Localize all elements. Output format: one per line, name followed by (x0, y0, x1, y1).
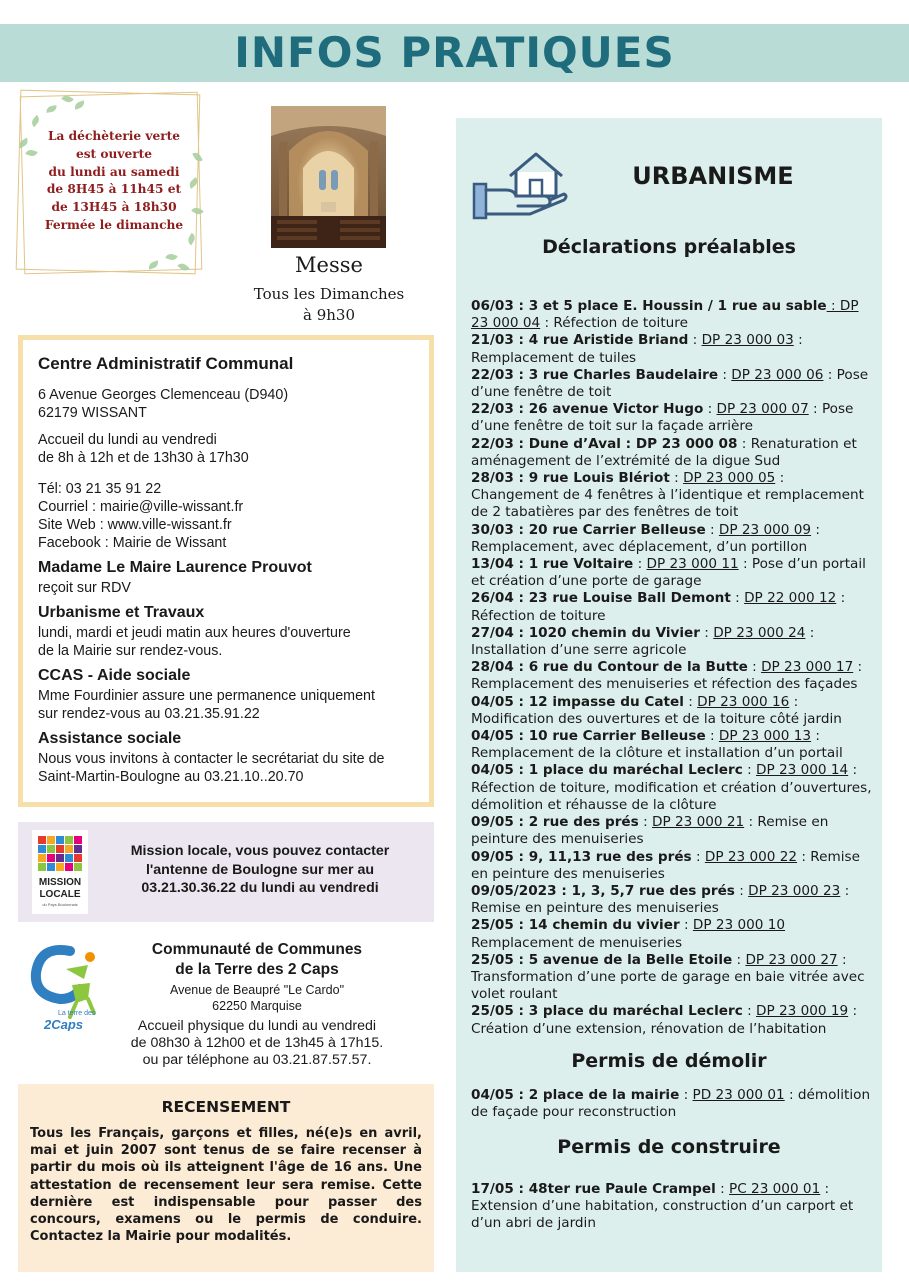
permit-reference: DP 23 000 17 (761, 659, 854, 676)
centre-hours-line2: de 8h à 12h et de 13h30 à 17h30 (38, 450, 249, 466)
ccas-text-line2: sur rendez-vous au 03.21.35.91.22 (38, 706, 260, 722)
maire-heading: Madame Le Maire Laurence Prouvot (38, 559, 312, 576)
permit-address: 04/05 : 12 impasse du Catel (471, 693, 684, 710)
permit-reference: DP 23 000 23 (748, 882, 841, 899)
permit-entry (471, 298, 875, 332)
terre-des-2-caps-logo (30, 943, 102, 1031)
permit-address: 06/03 : 3 et 5 place E. Houssin / 1 rue au sable (471, 298, 827, 314)
permit-description: Remplacement de menuiseries (471, 934, 683, 951)
permit-entry: 25/05 : 5 avenue de la Belle Etoile : DP 23 000 27 : Transformation d’une porte de garage en baie vitrée avec volet roulant (471, 951, 865, 1003)
ccas-text-line1: Mme Fourdinier assure une permanence uniquement (38, 688, 375, 704)
permit-description: : Remise en peinture des menuiseries (471, 882, 850, 917)
permit-reference: : DP 23 000 04 (471, 298, 859, 332)
permit-reference: DP 23 000 05 (683, 470, 776, 487)
permit-reference: DP 23 000 22 (704, 848, 798, 865)
ccas-heading: CCAS - Aide sociale (38, 667, 191, 684)
permit-entry: 30/03 : 20 rue Carrier Belleuse : DP 23 000 09 : Remplacement, avec déplacement, d’un portillon (471, 521, 820, 555)
permit-description: : Réfection de toiture (471, 590, 846, 624)
permit-description: : Pose d’un portail et création d’une porte de garage (471, 556, 866, 590)
permit-entry: 09/05 : 9, 11,13 rue des prés : DP 23 000 22 : Remise en peinture des menuiseries (471, 848, 860, 882)
permit-entry (471, 436, 875, 470)
urbanisme-travaux-text-line1: lundi, mardi et jeudi matin aux heures d'ouverture (38, 625, 351, 641)
permit-entry: 28/04 : 6 rue du Contour de la Butte : DP 23 000 17 : Remplacement des menuiseries et réfection des façades (471, 659, 863, 693)
permit-reference: DP 23 000 07 (716, 401, 809, 418)
permit-entry: 25/05 : 3 place du maréchal Leclerc : DP 23 000 19 : Création d’une extension, rénovation de l’habitation (471, 1003, 858, 1037)
permit-description: : Renaturation et aménagement de l’extrémité de la digue Sud (471, 435, 857, 469)
recensement-text: Tous les Français, garçons et filles, né(e)s en avril, mai et juin 2007 sont tenus de se faire recenser à partir du mois où ils atteignent l'âge de 16 ans. Une attestation de recensement leur sera remise. Cette dernière est indispensable pour passer des concours, examens ou le permis de conduire. Contactez la Mairie pour modalités. (30, 1126, 422, 1245)
urbanisme-panel (456, 118, 882, 1272)
permis-construire-list (471, 1181, 875, 1233)
permit-address: 27/04 : 1020 chemin du Vivier (471, 624, 700, 641)
assistance-heading: Assistance sociale (38, 730, 182, 747)
centre-hours-line1: Accueil du lundi au vendredi (38, 432, 217, 448)
permit-reference: DP 22 000 12 (744, 590, 837, 607)
permit-description: : Réfection de toiture (540, 315, 688, 332)
centre-address-line2: 62179 WISSANT (38, 405, 147, 421)
ccdc-accueil-line2: de 08h30 à 12h00 et de 13h45 à 17h15. (130, 1035, 384, 1051)
permit-address: 22/03 : Dune d’Aval : DP 23 000 08 (471, 435, 738, 452)
maire-text: reçoit sur RDV (38, 580, 131, 596)
permit-entry: 22/03 : 26 avenue Victor Hugo : DP 23 000 07 : Pose d’une fenêtre de toit sur la façade arrière (471, 401, 854, 435)
messe-time: à 9h30 (302, 306, 355, 324)
permit-description: : Transformation d’une porte de garage en baie vitrée avec volet roulant (471, 951, 865, 1003)
centre-administratif-card (18, 335, 434, 807)
permit-description: : Modification des ouvertures et de la toiture côté jardin (471, 693, 842, 727)
permis-demolir-list (471, 1087, 875, 1121)
permit-reference: DP 23 000 21 (651, 814, 745, 831)
permit-address: 21/03 : 4 rue Aristide Briand (471, 332, 689, 349)
permit-entry: 04/05 : 2 place de la mairie : PD 23 000 01 : démolition de façade pour reconstruction (471, 1087, 871, 1121)
declarations-title: Déclarations préalables (542, 236, 796, 258)
permit-entry: 25/05 : 14 chemin du vivier : DP 23 000 10 Remplacement de menuiseries (471, 917, 786, 951)
permit-address: 26/04 : 23 rue Louise Ball Demont (471, 590, 731, 607)
centre-address-line1: 6 Avenue Georges Clemenceau (D940) (38, 387, 289, 403)
urbanisme-travaux-heading: Urbanisme et Travaux (38, 604, 205, 621)
ccdc-address-line2: 62250 Marquise (212, 999, 302, 1013)
centre-email: Courriel : mairie@ville-wissant.fr (38, 499, 244, 515)
permit-description: : Changement de 4 fenêtres à l’identique et remplacement de 2 tabatières par des fenêtres de toit (471, 470, 864, 521)
decheterie-card (16, 88, 202, 276)
permit-reference: DP 23 000 14 (755, 762, 849, 779)
assistance-text-line1: Nous vous invitons à contacter le secrétariat du site de (38, 751, 385, 767)
permit-reference: DP 23 000 03 (701, 332, 794, 349)
permit-reference: DP 23 000 16 (697, 693, 790, 710)
permit-reference: DP 23 000 11 (646, 556, 739, 573)
permit-address: 04/05 : 10 rue Carrier Belleuse (471, 728, 706, 745)
permit-address: 28/03 : 9 rue Louis Blériot (471, 470, 670, 487)
permit-reference: DP 23 000 19 (755, 1003, 849, 1020)
permit-description: : Réfection de toiture, modification et création d’ouvertures, démolition et réhausse de la clôture (471, 762, 872, 813)
permit-address: 09/05 : 9, 11,13 rue des prés (471, 848, 692, 865)
house-in-hand-icon (470, 134, 570, 220)
permit-description: : Remise en peinture des menuiseries (471, 848, 860, 882)
ccdc-title-line2: de la Terre des 2 Caps (175, 961, 339, 978)
assistance-text-line2: Saint-Martin-Boulogne au 03.21.10..20.70 (38, 769, 304, 785)
svg-text:La terre des: La terre des (58, 1010, 96, 1017)
permit-description: : Remise en peinture des menuiseries (471, 814, 829, 848)
permit-address: 28/04 : 6 rue du Contour de la Butte (471, 659, 748, 676)
permit-description: : Pose d’une fenêtre de toit sur la façade arrière (471, 401, 854, 435)
declarations-list (471, 298, 875, 1038)
permit-address: 25/05 : 3 place du maréchal Leclerc (471, 1003, 743, 1020)
permit-entry: 04/05 : 10 rue Carrier Belleuse : DP 23 000 13 : Remplacement de la clôture et installation d’un portail (471, 728, 843, 762)
urbanisme-title: URBANISME (632, 162, 794, 190)
permit-description: : Installation d’une serre agricole (471, 624, 815, 659)
permit-entry: 04/05 : 1 place du maréchal Leclerc : DP 23 000 14 : Réfection de toiture, modification et création d’ouvertures, démolition et réhausse de la clôture (471, 762, 872, 813)
permit-reference: DP 23 000 10 (692, 917, 786, 934)
permit-reference: DP 23 000 27 (745, 951, 838, 968)
permit-description: : Remplacement de la clôture et installation d’un portail (471, 728, 843, 762)
permit-entry: 13/04 : 1 rue Voltaire : DP 23 000 11 : Pose d’un portail et création d’une porte de garage (471, 556, 866, 590)
permit-reference: PC 23 000 01 (729, 1181, 821, 1197)
permit-address: 04/05 : 2 place de la mairie (471, 1087, 680, 1103)
permit-reference: DP 23 000 06 (731, 366, 824, 383)
permit-reference: DP 23 000 09 (718, 521, 812, 538)
permit-description: : démolition de façade pour reconstruction (471, 1087, 871, 1121)
centre-website: Site Web : www.ville-wissant.fr (38, 517, 232, 533)
permit-address: 25/05 : 5 avenue de la Belle Etoile (471, 951, 733, 968)
permit-address: 17/05 : 48ter rue Paule Crampel (471, 1181, 716, 1197)
permit-address: 22/03 : 26 avenue Victor Hugo (471, 401, 704, 418)
ccdc-accueil-line3: ou par téléphone au 03.21.87.57.57. (142, 1052, 372, 1068)
communaute-communes-block (98, 940, 416, 1069)
permit-entry: 09/05/2023 : 1, 3, 5,7 rue des prés : DP 23 000 23 : Remise en peinture des menuiseries (471, 882, 850, 917)
ccdc-accueil-line1: Accueil physique du lundi au vendredi (137, 1018, 377, 1034)
title-banner (0, 24, 909, 82)
permit-description: : Création d’une extension, rénovation de l’habitation (471, 1003, 858, 1037)
centre-facebook: Facebook : Mairie de Wissant (38, 535, 227, 551)
messe-title: Messe (295, 253, 363, 277)
permit-description: : Remplacement des menuiseries et réfection des façades (471, 659, 863, 693)
permit-reference: DP 23 000 24 (713, 624, 806, 641)
page-title: INFOS PRATIQUES (234, 28, 675, 77)
permit-address: 25/05 : 14 chemin du vivier (471, 917, 680, 934)
mission-locale-text: Mission locale, vous pouvez contacter l'antenne de Boulogne sur mer au 03.21.30.36.22 du lundi au vendredi (130, 843, 390, 896)
permit-entry: 22/03 : 3 rue Charles Baudelaire : DP 23 000 06 : Pose d’une fenêtre de toit (471, 366, 869, 401)
urbanisme-travaux-text-line2: de la Mairie sur rendez-vous. (38, 643, 223, 659)
permit-description: : Remplacement, avec déplacement, d’un portillon (471, 521, 820, 555)
permit-reference: DP 23 000 13 (718, 728, 812, 745)
permit-address: 09/05/2023 : 1, 3, 5,7 rue des prés (471, 882, 735, 899)
permis-demolir-title: Permis de démolir (571, 1050, 767, 1072)
svg-text:du Pays Boulonnais: du Pays Boulonnais (42, 902, 78, 907)
permit-address: 09/05 : 2 rue des prés (471, 814, 639, 831)
permis-construire-title: Permis de construire (557, 1136, 781, 1158)
svg-text:MISSION: MISSION (38, 877, 82, 888)
church-interior-image (271, 106, 386, 248)
permit-address: 30/03 : 20 rue Carrier Belleuse (471, 521, 706, 538)
svg-text:LOCALE: LOCALE (39, 889, 81, 900)
permit-address: 04/05 : 1 place du maréchal Leclerc (471, 762, 743, 779)
permit-entry: 09/05 : 2 rue des prés : DP 23 000 21 : Remise en peinture des menuiseries (471, 814, 829, 848)
permit-entry: 28/03 : 9 rue Louis Blériot : DP 23 000 05 : Changement de 4 fenêtres à l’identique et remplacement de 2 tabatières par des fenêtres de toit (471, 470, 864, 521)
ccdc-address-line1: Avenue de Beaupré "Le Cardo" (169, 983, 345, 997)
permit-description: : Extension d’une habitation, construction d’un carport et d’un abri de jardin (471, 1181, 854, 1232)
mission-locale-logo (32, 830, 88, 914)
svg-text:2Caps: 2Caps (44, 1017, 84, 1031)
permit-entry: 04/05 : 12 impasse du Catel : DP 23 000 16 : Modification des ouvertures et de la toiture côté jardin (471, 693, 842, 727)
permit-reference: PD 23 000 01 (692, 1087, 785, 1103)
centre-title: Centre Administratif Communal (38, 354, 294, 373)
permit-address: 13/04 : 1 rue Voltaire (471, 556, 634, 573)
permit-description: : Remplacement de tuiles (471, 332, 803, 366)
centre-phone: Tél: 03 21 35 91 22 (38, 481, 162, 497)
mission-locale-card (18, 822, 434, 922)
permit-entry: 27/04 : 1020 chemin du Vivier : DP 23 000 24 : Installation d’une serre agricole (471, 624, 815, 659)
recensement-title: RECENSEMENT (161, 1098, 291, 1116)
permit-entry: 26/04 : 23 rue Louise Ball Demont : DP 22 000 12 : Réfection de toiture (471, 590, 846, 624)
recensement-card (18, 1084, 434, 1272)
permit-address: 22/03 : 3 rue Charles Baudelaire (471, 366, 719, 383)
permit-description: : Pose d’une fenêtre de toit (471, 366, 869, 401)
ccdc-title-line1: Communauté de Communes (151, 941, 363, 958)
permit-entry: 17/05 : 48ter rue Paule Crampel : PC 23 000 01 : Extension d’une habitation, construction d’un carport et d’un abri de jardin (471, 1181, 854, 1232)
decheterie-text: La déchèterie verte est ouverte du lundi au samedi de 8H45 à 11h45 et de 13H45 à 18h30 Fermée le dimanche (44, 129, 184, 232)
permit-entry: 21/03 : 4 rue Aristide Briand : DP 23 000 03 : Remplacement de tuiles (471, 332, 803, 366)
messe-day: Tous les Dimanches (253, 285, 405, 303)
